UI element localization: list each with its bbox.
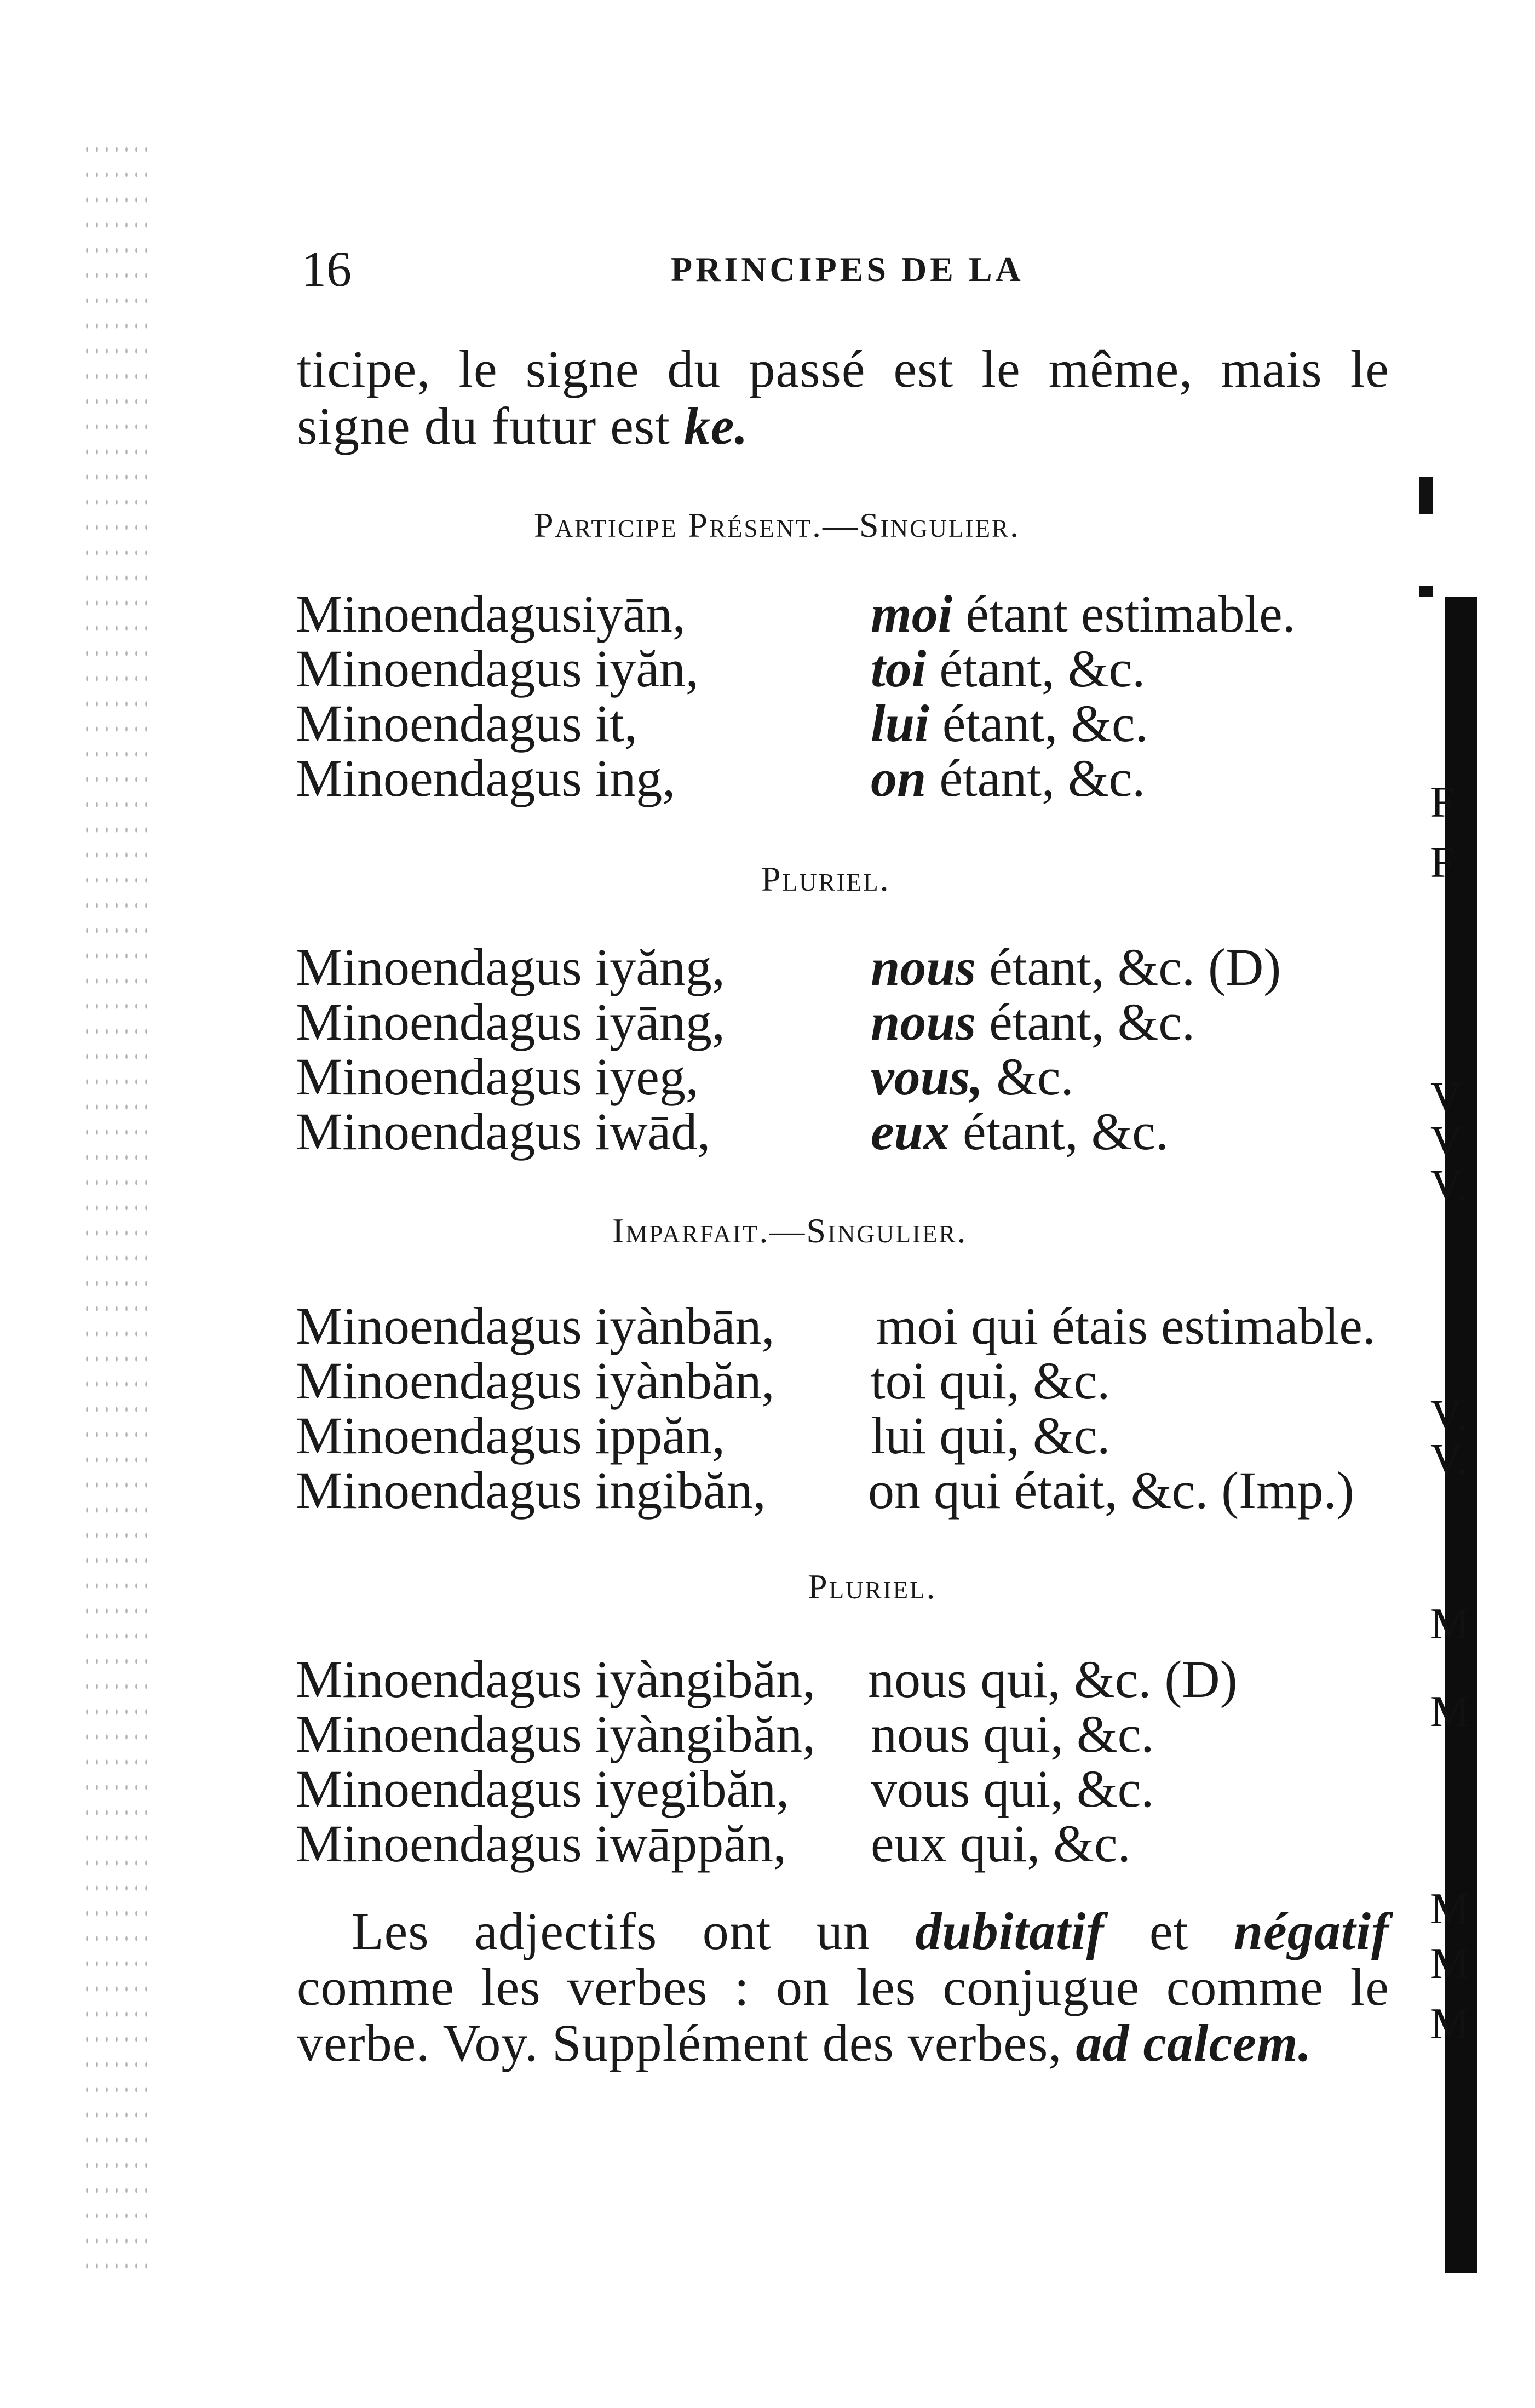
pronoun: on [871,749,927,807]
pronoun: toi [871,639,927,698]
closing-line-1 [352,1901,1389,1962]
pronoun: nous [871,993,976,1051]
verb-form: Minoendagus iwāppăn, [296,1814,786,1873]
translation: nous qui, &c. (D) [868,1650,1238,1708]
verb-form: Minoendagus iyăn, [296,639,699,698]
page-edge-speckle [82,137,148,2273]
translation: on qui était, &c. (Imp.) [868,1461,1354,1520]
translation: lui qui, &c. [871,1406,1111,1465]
verb-form: Minoendagus iwād, [296,1102,711,1161]
conjugation-row [296,1405,1418,1465]
verb-form: Minoendagus iyàngibăn, [296,1705,816,1763]
intro-text: signe du futur est [297,397,684,455]
verb-form: Minoendagus iyànbān, [296,1297,775,1355]
conjugation-row [296,1704,1418,1764]
closing-line-3 [297,2013,1312,2073]
verb-form: Minoendagus iyàngibăn, [296,1650,816,1708]
verb-form: Minoendagus iyeg, [296,1047,699,1106]
translation [871,937,1281,997]
translation-text: étant, &c. [926,749,1146,807]
verb-form: Minoendagus iyăng, [296,938,725,996]
bleed-letter: F [1430,839,1455,887]
intro-italic-ke: ke. [683,397,749,455]
verb-form: Minoendagus ingibăn, [296,1461,766,1520]
translation-text: étant, &c. [950,1102,1169,1161]
conjugation-row [296,1460,1418,1520]
conjugation-row [296,991,1418,1052]
translation: eux qui, &c. [871,1814,1131,1873]
italic-negatif: négatif [1233,1902,1389,1960]
translation [871,748,1145,809]
translation [871,1101,1169,1162]
verb-form: Minoendagus iyànbăn, [296,1351,775,1410]
bleed-letter: V. [1430,1162,1468,1210]
translation: nous qui, &c. [871,1705,1154,1763]
pronoun: moi [871,584,953,643]
conjugation-row [296,1350,1418,1411]
closing-text: Les adjectifs ont un [352,1902,916,1960]
bleed-mark [1419,586,1433,597]
verb-form: Minoendagusiyān, [296,584,686,643]
bleed-letter: M [1430,1940,1470,1988]
pronoun: vous, [871,1047,984,1106]
bleed-letter: V. [1430,1392,1468,1440]
closing-line-2: comme les verbes : on les conjugue comme le [297,1958,1389,2016]
conjugation-row [296,1046,1418,1106]
section-heading-pluriel: Pluriel. [761,859,890,898]
closing-text: verbe. Voy. Supplément des verbes, [297,2014,1076,2072]
conjugation-row [296,937,1418,997]
running-title: PRINCIPES DE LA [671,250,1024,289]
verb-form: Minoendagus iyegibăn, [296,1759,790,1818]
translation [871,638,1145,699]
verb-form: Minoendagus iyāng, [296,993,725,1051]
bleed-letter: M [1430,1600,1470,1648]
section-heading-pluriel: Pluriel. [808,1567,937,1606]
conjugation-row [296,748,1418,808]
translation [871,583,1296,644]
conjugation-row [296,1295,1418,1356]
verb-form: Minoendagus ippăn, [296,1406,725,1465]
italic-dubitatif: dubitatif [915,1902,1105,1960]
translation-text: étant, &c. [976,993,1195,1051]
translation [871,1046,1074,1107]
translation [871,991,1195,1052]
bleed-letter: V [1430,1074,1462,1122]
closing-text: et [1104,1902,1234,1960]
bleed-letter: M [1430,2000,1470,2048]
bleed-letter: V [1430,1118,1462,1166]
bleed-letter: M [1430,1688,1470,1736]
translation: vous qui, &c. [871,1759,1154,1818]
bleed-letter: M [1430,1885,1470,1933]
verb-form: Minoendagus ing, [296,749,676,807]
intro-line-2 [297,395,749,456]
conjugation-row [296,1813,1418,1873]
bleed-letter: V. [1430,1436,1468,1484]
translation [871,693,1148,754]
conjugation-row [296,1649,1418,1709]
section-heading-imparfait: Imparfait.—Singulier. [612,1211,968,1250]
pronoun: eux [871,1102,950,1161]
pronoun: nous [871,938,976,996]
section-heading-participe: Participe Présent.—Singulier. [534,506,1021,544]
conjugation-row [296,1758,1418,1819]
translation-text: étant estimable. [952,584,1296,643]
translation-text: étant, &c. [926,639,1146,698]
bleed-mark [1419,477,1433,514]
conjugation-row [296,693,1418,753]
translation-text: étant, &c. [929,694,1148,753]
translation: moi qui étais estimable. [876,1297,1376,1355]
intro-line-1: ticipe, le signe du passé est le même, mais le [297,340,1389,398]
pronoun: lui [871,694,929,753]
conjugation-row [296,1101,1418,1161]
conjugation-row [296,583,1418,644]
translation-text: étant, &c. (D) [976,938,1281,996]
verb-form: Minoendagus it, [296,694,637,753]
translation-text: &c. [983,1047,1074,1106]
bleed-letter: F [1430,778,1455,827]
page-number: 16 [301,241,352,297]
translation: toi qui, &c. [871,1351,1111,1410]
conjugation-row [296,638,1418,698]
italic-ad-calcem: ad calcem. [1076,2014,1312,2072]
